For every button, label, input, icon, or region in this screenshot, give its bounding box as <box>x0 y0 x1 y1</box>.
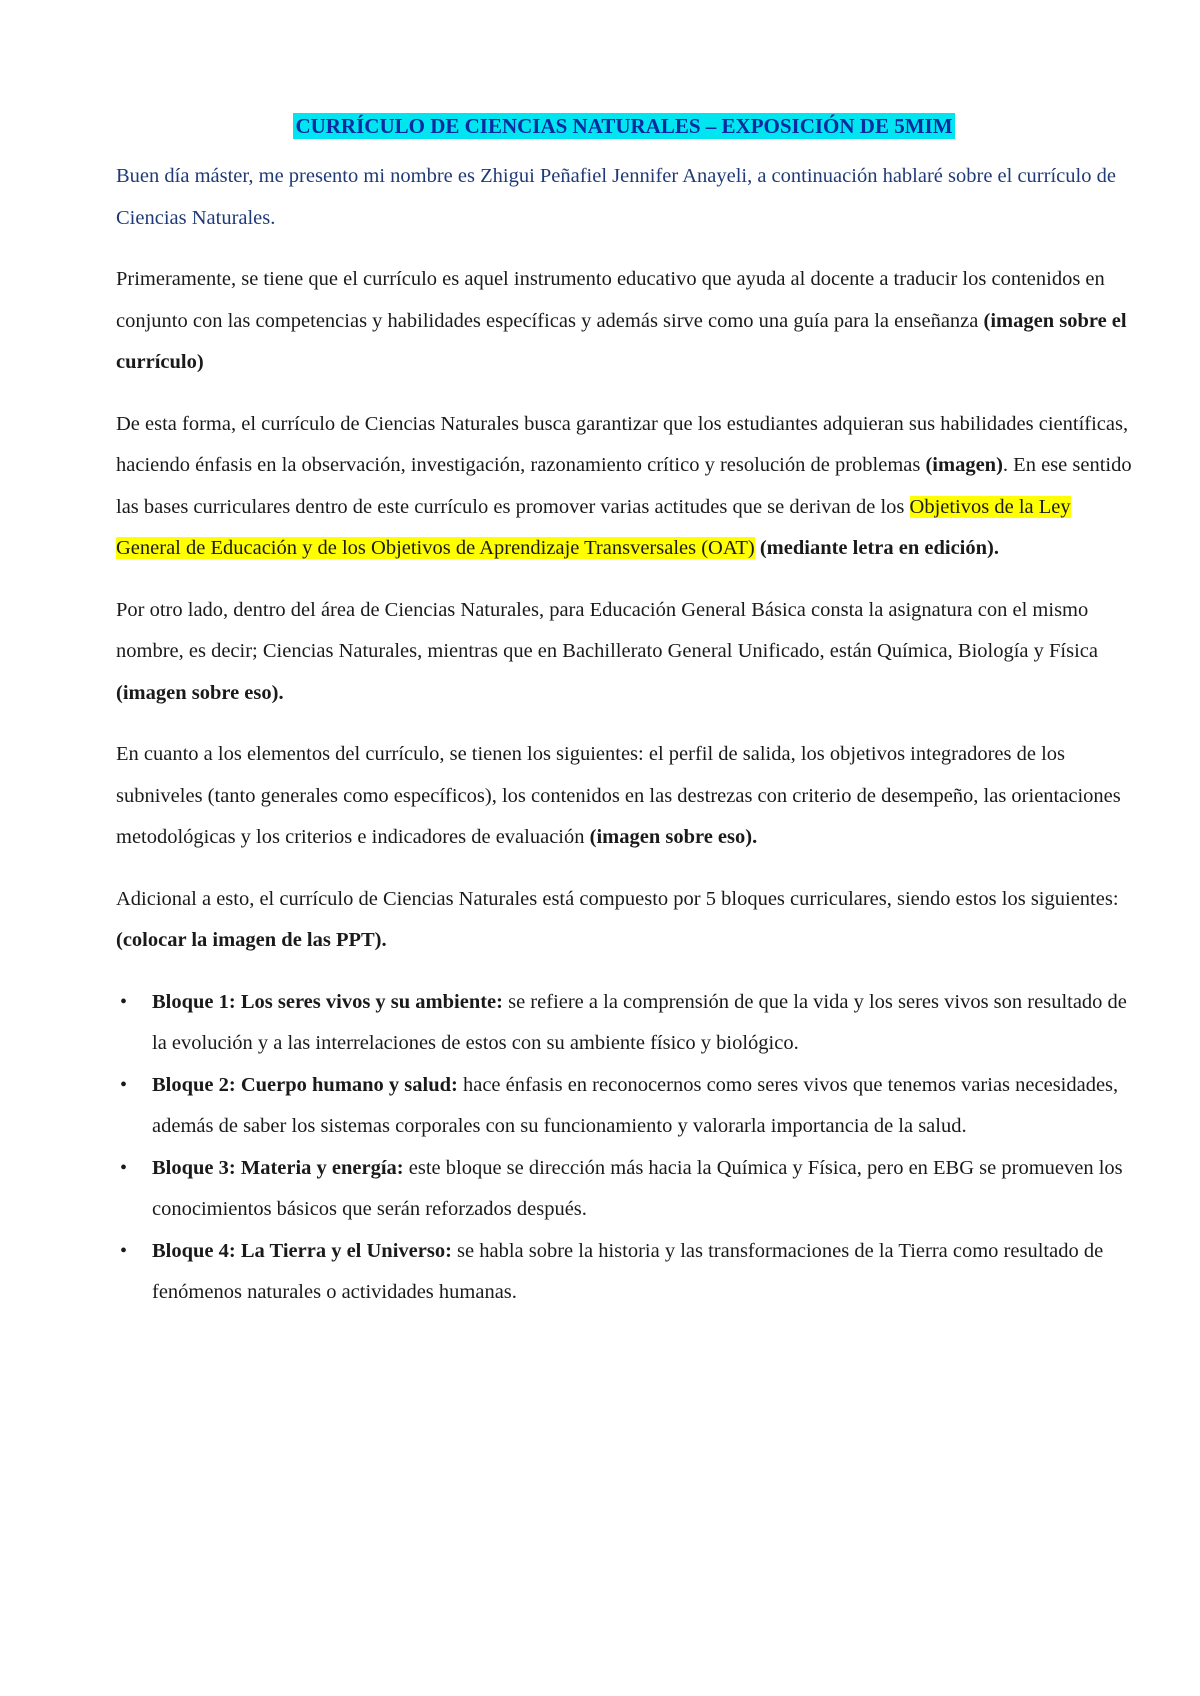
bullet-icon: • <box>120 990 128 1013</box>
list-item <box>116 982 1132 1065</box>
paragraph-text: . En ese sentido las bases curriculares dentro de este currículo es promover varias actitudes que se derivan de los <box>116 454 1132 518</box>
image-note: (imagen sobre eso) <box>589 826 753 848</box>
paragraph-text: Por otro lado, dentro del área de Ciencias Naturales, para Educación General Básica consta la asignatura con el mismo nombre, es decir; Ciencias Naturales, mientras que en Bachillerato General Unificado, están Química, Biología y Física <box>116 598 1098 662</box>
document-page <box>116 112 1132 1314</box>
paragraph-habilidades <box>116 404 1132 570</box>
paragraph-end: . <box>278 681 284 704</box>
image-note: (imagen sobre el currículo) <box>116 309 1127 373</box>
bloque-text: hace énfasis en reconocernos como seres vivos que tenemos varias necesidades, además de saber los sistemas corporales con su funcionamiento y valorarla importancia de la salud. <box>152 1073 1119 1137</box>
image-note: (colocar la imagen de las PPT) <box>116 929 382 951</box>
intro-paragraph: Buen día máster, me presento mi nombre es Zhigui Peñafiel Jennifer Anayeli, a continuación hablaré sobre el currículo de Ciencias Naturales. <box>116 165 1116 229</box>
title-text: CURRÍCULO DE CIENCIAS NATURALES – EXPOSICIÓN DE 5MIM <box>295 114 953 138</box>
image-note: (imagen sobre eso) <box>116 681 279 704</box>
paragraph-end: . <box>993 537 999 559</box>
paragraph-text: En cuanto a los elementos del currículo, se tienen los siguientes: el perfil de salida, los objetivos integradores de los subniveles (tanto generales como específicos), los contenidos en las destrezas con criterio de desempeño, las orientaciones metodológicas y los criterios e indicadores de evaluación <box>116 743 1121 848</box>
bloque-label: Bloque 3: Materia y energía: <box>152 1156 404 1179</box>
bullet-icon: • <box>120 1156 128 1179</box>
document-title <box>116 112 1132 140</box>
bullet-icon: • <box>120 1073 128 1096</box>
paragraph-elementos <box>116 734 1132 859</box>
paragraph-curriculo <box>116 259 1132 384</box>
paragraph-bloques <box>116 879 1132 962</box>
paragraph-asignaturas <box>116 590 1132 715</box>
bloque-label: Bloque 1: Los seres vivos y su ambiente: <box>152 990 503 1013</box>
list-item <box>116 1148 1132 1231</box>
bloque-text: este bloque se dirección más hacia la Química y Física, pero en EBG se promueven los conocimientos básicos que serán reforzados después. <box>152 1156 1123 1220</box>
bloque-text: se refiere a la comprensión de que la vida y los seres vivos son resultado de la evolución y a las interrelaciones de estos con su ambiente físico y biológico. <box>152 990 1127 1054</box>
list-item <box>116 1065 1132 1148</box>
bloque-text: se habla sobre la historia y las transformaciones de la Tierra como resultado de fenómenos naturales o actividades humanas. <box>152 1239 1104 1303</box>
bloque-label: Bloque 4: La Tierra y el Universo: <box>152 1239 452 1262</box>
bloques-list <box>116 982 1132 1314</box>
bullet-icon: • <box>120 1239 128 1262</box>
highlighted-text: Objetivos de la Ley General de Educación y de los Objetivos de Aprendizaje Transversales (OAT) <box>116 495 1071 559</box>
paragraph-end: . <box>752 826 758 848</box>
bloque-label: Bloque 2: Cuerpo humano y salud: <box>152 1073 458 1096</box>
paragraph-end: . <box>381 929 387 951</box>
edit-note: (mediante letra en edición) <box>759 537 994 559</box>
paragraph-text: De esta forma, el currículo de Ciencias Naturales busca garantizar que los estudiantes adquieran sus habilidades científicas, haciendo énfasis en la observación, investigación, razonamiento crítico y resolución de problemas <box>116 412 1129 476</box>
paragraph-text: Adicional a esto, el currículo de Ciencias Naturales está compuesto por 5 bloques curriculares, siendo estos los siguientes: <box>116 887 1119 910</box>
list-item <box>116 1231 1132 1314</box>
paragraph-text: Primeramente, se tiene que el currículo es aquel instrumento educativo que ayuda al docente a traducir los contenidos en conjunto con las competencias y habilidades específicas y además sirve como una guía para la enseñanza <box>116 268 1105 332</box>
image-note: (imagen) <box>925 454 1003 476</box>
